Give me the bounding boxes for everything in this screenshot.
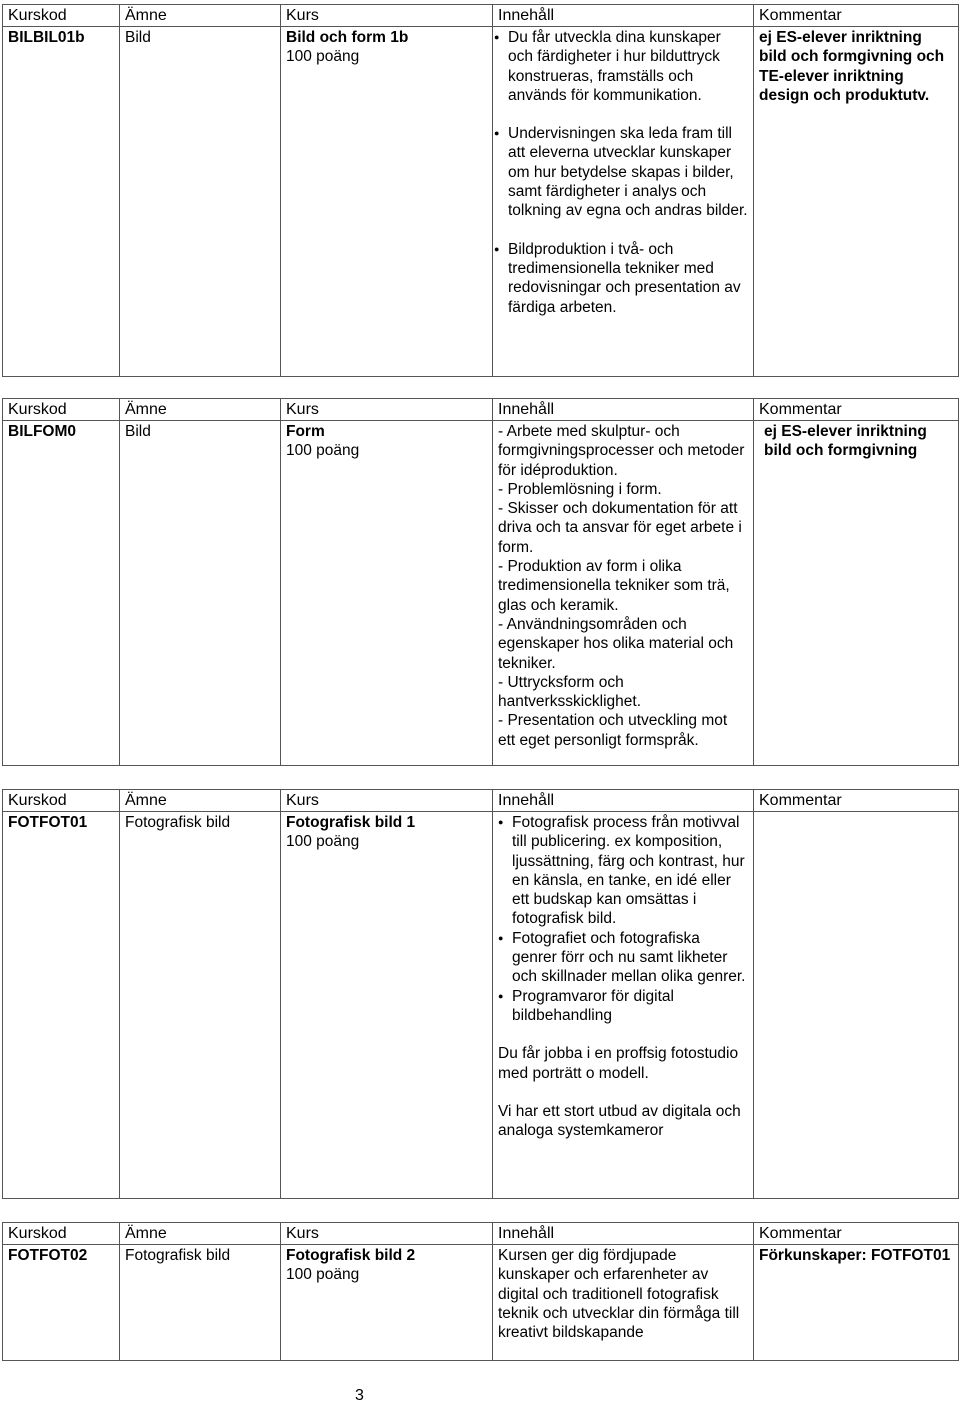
header-kurskod: Kurskod: [3, 790, 120, 812]
content-item: ● Du får utveckla dina kunskaper och färdigheter i hur bilduttryck konstrueras, framställs och används för kommunikation.: [508, 28, 748, 105]
course-name: Fotografisk bild 1: [286, 814, 416, 831]
course-row: [3, 1245, 959, 1361]
header-kurs: Kurs: [281, 790, 493, 812]
content-item: ● Undervisningen ska leda fram till att eleverna utvecklar kunskaper om hur betydelse skapas i bilder, samt färdigheter i analys och tolkning av egna och andras bilder.: [508, 124, 748, 220]
header-kurskod: Kurskod: [3, 399, 120, 421]
header-amne: Ämne: [120, 790, 281, 812]
content-item: - Skisser och dokumentation för att driva och ta ansvar för eget arbete i form.: [498, 500, 742, 556]
course-content: [493, 421, 754, 766]
course-table-bilfom0: [2, 398, 959, 766]
course-code: BILBIL01b: [3, 27, 120, 377]
header-kommentar: Kommentar: [754, 399, 959, 421]
header-kommentar: Kommentar: [754, 1223, 959, 1245]
course-comment: ej ES-elever inriktning bild och formgivning och TE-elever inriktning design och produktutv.: [754, 27, 959, 377]
header-amne: Ämne: [120, 1223, 281, 1245]
course-comment: ej ES-elever inriktning bild och formgivning: [754, 421, 959, 766]
course-points: 100 poäng: [286, 1266, 360, 1284]
course-row: [3, 812, 959, 1199]
course-name-cell: [281, 421, 493, 766]
header-row: [3, 5, 959, 27]
header-amne: Ämne: [120, 5, 281, 27]
course-row: [3, 27, 959, 377]
content-item: - Presentation och utveckling mot ett eget personligt formspråk.: [498, 712, 728, 749]
course-code: FOTFOT02: [3, 1245, 120, 1361]
course-subject: Fotografisk bild: [120, 1245, 281, 1361]
page-number: 3: [355, 1387, 364, 1404]
header-amne: Ämne: [120, 399, 281, 421]
course-table-fotfot02: [2, 1222, 959, 1361]
course-content: [493, 812, 754, 1199]
header-row: [3, 399, 959, 421]
header-innehall: Innehåll: [493, 1223, 754, 1245]
course-points: 100 poäng: [286, 48, 360, 66]
content-note: Du får jobba i en proffsig fotostudio med porträtt o modell.: [498, 1045, 739, 1082]
course-content: [493, 27, 754, 377]
content-item: - Arbete med skulptur- och formgivningsprocesser och metoder för idéproduktion.: [498, 423, 745, 479]
content-item: ● Bildproduktion i två- och tredimensionella tekniker med redovisningar och presentation av färdiga arbeten.: [508, 240, 748, 317]
header-innehall: Innehåll: [493, 790, 754, 812]
content-item: ● Programvaror för digital bildbehandling: [512, 987, 748, 1026]
content-item: - Uttrycksform och hantverksskicklighet.: [498, 673, 642, 711]
course-name-cell: [281, 27, 493, 377]
course-points: 100 poäng: [286, 833, 360, 851]
content-item: - Produktion av form i olika tredimensionella tekniker som trä, glas och keramik.: [498, 558, 730, 614]
course-code: BILFOM0: [3, 421, 120, 766]
course-name-cell: [281, 1245, 493, 1361]
course-subject: Bild: [120, 27, 281, 377]
header-innehall: Innehåll: [493, 5, 754, 27]
header-kurskod: Kurskod: [3, 5, 120, 27]
content-item: ● Fotografiet och fotografiska genrer förr och nu samt likheter och skillnader mellan olika genrer.: [512, 929, 748, 987]
course-name: Form: [286, 423, 325, 440]
header-kurskod: Kurskod: [3, 1223, 120, 1245]
header-innehall: Innehåll: [493, 399, 754, 421]
header-kommentar: Kommentar: [754, 5, 959, 27]
course-name: Bild och form 1b: [286, 29, 409, 46]
content-note: Vi har ett stort utbud av digitala och analoga systemkameror: [498, 1102, 741, 1140]
course-name: Fotografisk bild 2: [286, 1247, 416, 1264]
content-item: - Problemlösning i form.: [498, 480, 662, 498]
course-code: FOTFOT01: [3, 812, 120, 1199]
course-table-fotfot01: [2, 789, 959, 1199]
course-subject: Bild: [120, 421, 281, 766]
content-item: - Användningsområden och egenskaper hos olika material och tekniker.: [498, 615, 734, 672]
course-points: 100 poäng: [286, 442, 360, 460]
course-comment: Förkunskaper: FOTFOT01: [754, 1245, 959, 1361]
header-kurs: Kurs: [281, 5, 493, 27]
course-name-cell: [281, 812, 493, 1199]
content-item: ● Fotografisk process från motivval till publicering. ex komposition, ljussättning, färg och kontrast, hur en känsla, en tanke, en idé eller ett budskap kan omsättas i fotografisk bild.: [512, 813, 748, 929]
header-row: [3, 790, 959, 812]
course-subject: Fotografisk bild: [120, 812, 281, 1199]
course-comment: [754, 812, 959, 1199]
header-kurs: Kurs: [281, 1223, 493, 1245]
course-table-bilbil01b: [2, 4, 959, 377]
header-kurs: Kurs: [281, 399, 493, 421]
course-row: [3, 421, 959, 766]
course-content: Kursen ger dig fördjupade kunskaper och erfarenheter av digital och traditionell fotografisk teknik och utvecklar din förmåga till kreativt bildskapande: [493, 1245, 754, 1361]
header-kommentar: Kommentar: [754, 790, 959, 812]
header-row: [3, 1223, 959, 1245]
